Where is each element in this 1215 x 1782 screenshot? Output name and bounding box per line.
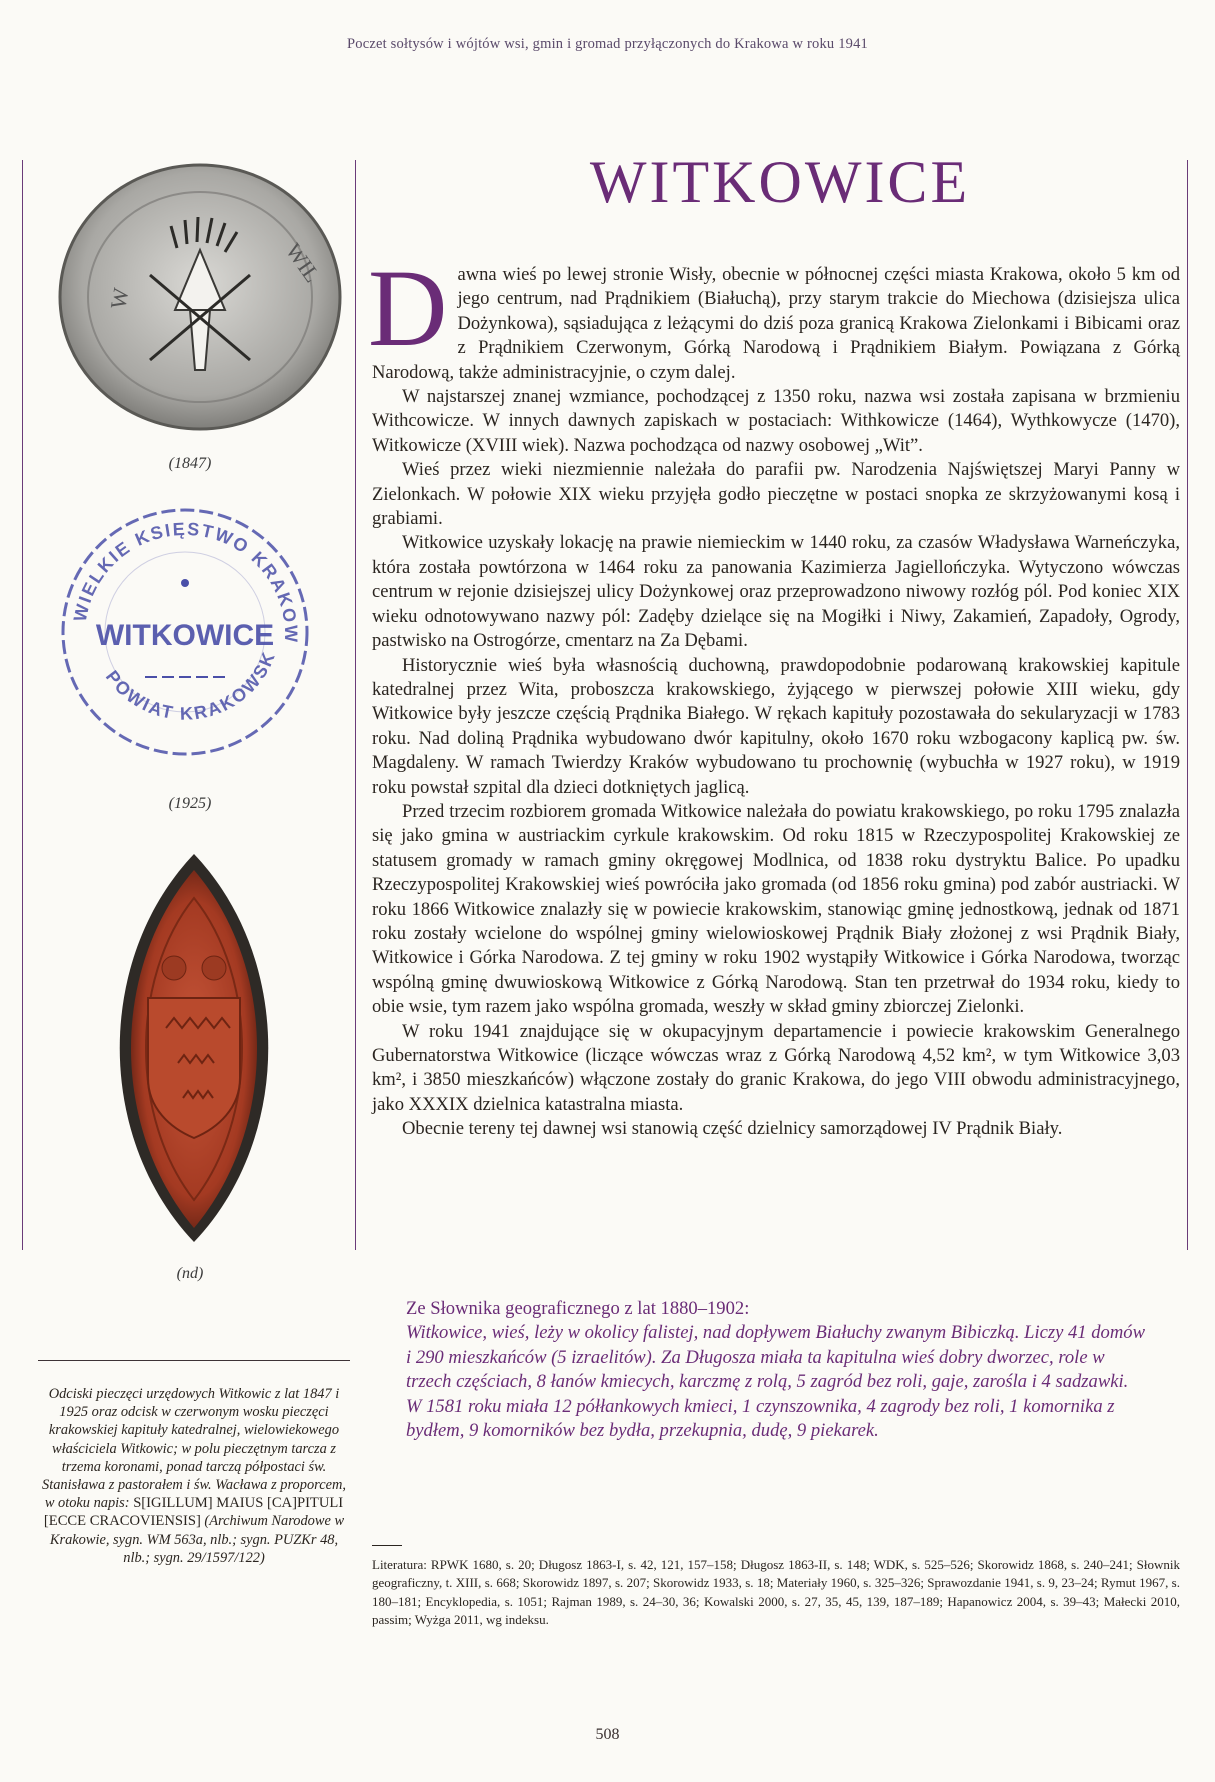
paragraph: W roku 1941 znajdujące się w okupacyjnym departamencie i powiecie krakowskim Generalnego Gubernatorstwa Witkowice (liczące wówczas wraz z Górką Narodową 4,52 km², w tym Witkowice 3,03 km², i 3850 mieszkańców) włączone zostały do granic Krakowa, do jego VIII obwodu administracyjnego, jako XXXIX dzielnica katastralna miasta. xyxy=(372,1020,1180,1115)
paragraph: W najstarszej znanej wzmiance, pochodzącej z 1350 roku, nazwa wsi została zapisana w brzmieniu Withcowicze. W innych dawnych zapiskach w postaciach: Withkowicze (1464), Wythkowycze (1470), Witkowicze (XVIII wiek). Nazwa pochodząca od nazwy osobowej „Wit”. xyxy=(372,386,1180,456)
seal-wax-image xyxy=(88,848,300,1248)
page-title: WITKOWICE xyxy=(589,149,971,215)
literature-rule xyxy=(372,1545,402,1546)
page-number: 508 xyxy=(595,1726,620,1743)
caption-divider xyxy=(38,1360,350,1361)
paragraph: Dawna wieś po lewej stronie Wisły, obecnie w północnej części miasta Krakowa, około 5 km od jego centrum, nad Prądnikiem (Białuchą), przy starym trakcie do Miechowa (dzisiejsza ulica Dożynkowa), sąsiadująca z leżącymi do dziś poza granicą Krakowa Zielonkami i Bibicami oraz z Prądnikiem Czerwonym, Górką Narodową i Prądnikiem Białym. Powiązana z Górką Narodową, także administracyjnie, o czym dalej. xyxy=(368,247,1180,383)
right-margin-rule xyxy=(1187,160,1188,1250)
stamp-center-text: WITKOWICE xyxy=(95,619,275,652)
literature-references: Literatura: RPWK 1680, s. 20; Długosz 1863-I, s. 42, 121, 157–158; Długosz 1863-II, s. 148; WDK, s. 525–526; Skorowidz 1868, s. 240–241; Słownik geograficzny, t. XIII, s. 668; Skorowidz 1897, s. 207; Skorowidz 1933, s. 18; Materiały 1960, s. 325–326; Sprawozdanie 1941, s. 9, 23–24; Rymut 1967, s. 180–181; Encyklopedia, s. 1051; Rajman 1989, s. 24–30, 36; Kowalski 2000, s. 27, 35, 45, 139, 187–189; Hapanowicz 2004, s. 39–43; Małecki 2010, passim; Wyżga 2011, wg indeksu. xyxy=(372,1557,1180,1628)
seals-caption xyxy=(36,1385,352,1567)
seal-1925-caption: (1925) xyxy=(168,795,212,812)
seal-1925-image xyxy=(55,495,315,770)
svg-text:WIL: WIL xyxy=(280,238,326,287)
seals-caption-inscription: S[IGILLUM] MAIUS [CA]PITULI [ECCE CRACOVIENSIS] xyxy=(43,1495,344,1530)
seal-1847-caption: (1847) xyxy=(168,455,212,472)
seal-1847-image xyxy=(55,160,345,435)
stamp-top-text: WIELKIE KSIĘSTWO KRAKOW xyxy=(69,518,302,645)
dictionary-quote xyxy=(406,1297,1146,1443)
quote-intro: Ze Słownika geograficznego z lat 1880–1902: xyxy=(406,1298,750,1319)
drop-cap: D xyxy=(368,247,448,369)
seals-caption-text: Odciski pieczęci urzędowych Witkowic z lat 1847 i 1925 oraz odcisk w czerwonym wosku pieczęci krakowskiej kapituły katedralnej, wielowiekowego właściciela Witkowic; w polu pieczętnym tarcza z trzema koronami, ponad tarczą półpostaci św. Stanisława z pastorałem i św. Wacława z proporcem, w otoku napis: xyxy=(42,1386,346,1512)
paragraph: Wieś przez wieki niezmiennie należała do parafii pw. Narodzenia Najświętszej Maryi Panny w Zielonkach. W połowie XIX wieku przyjęła godło pieczętne w postaci snopka ze skrzyżowanymi kosą i grabiami. xyxy=(372,459,1180,530)
column-divider-rule xyxy=(355,160,356,1250)
running-header: Poczet sołtysów i wójtów wsi, gmin i gromad przyłączonych do Krakowa w roku 1941 xyxy=(347,36,868,52)
paragraph: Witkowice uzyskały lokację na prawie niemieckim w 1440 roku, za czasów Władysława Warneńczyka, która została powtórzona w 1464 roku za panowania Kazimierza Jagiellończyka. Wytyczono wówczas centrum w rejonie dzisiejszej ulicy Dożynkowej oraz przeprowadzono niwowy rozłóg pól. Pod koniec XIX wieku odnotowywano nazwy pól: Zadęby dzielące się na Mogiłki i Niwy, Zakamień, Zapadoły, Ogrody, pastwisko na Ostrogórze, cmentarz na Za Dębami. xyxy=(372,532,1180,652)
left-margin-rule xyxy=(22,160,23,1250)
main-article xyxy=(368,247,1180,1142)
paragraph: Historycznie wieś była własnością duchowną, prawdopodobnie podarowaną krakowskiej kapitule katedralnej przez Wita, proboszcza krakowskiego, żyjącego w pierwszej połowie XIII wieku, gdy Witkowice były jeszcze częścią Prądnika Białego. W rękach kapituły pozostawała do sekularyzacji w 1783 roku. Nad doliną Prądnika wybudowano dwór kapitulny, około 1670 roku wzbogacony kaplicą pw. św. Magdaleny. W ramach Twierdzy Kraków wybudowano tu prochownię (wybuchła w 1927 roku), w 1919 roku powstał szpital dla dzieci dotkniętych jaglicą. xyxy=(372,654,1180,798)
quote-body: Witkowice, wieś, leży w okolicy falistej, nad dopływem Białuchy zwanym Bibiczką. Liczy 41 domów i 290 mieszkańców (5 izraelitów). Za Długosza miała ta kapitulna wieś dobry dworzec, role w trzech częściach, 8 łanów kmiecych, karczmę z rolą, 5 zagród bez roli, gaje, zarośla i 4 sadzawki. W 1581 roku miała 12 półłankowych kmieci, 1 czynszownika, 4 zagrody bez roli, 1 komornika z bydłem, 9 komorników bez bydła, przekupnia, dudę, 9 piekarek. xyxy=(406,1322,1145,1442)
stamp-bottom-text: POWIAT KRAKOWSK xyxy=(101,647,280,724)
seal-wax-caption: (nd) xyxy=(176,1265,204,1282)
paragraph: Przed trzecim rozbiorem gromada Witkowice należała do powiatu krakowskiego, po roku 1795 znalazła się jako gmina w austriackim cyrkule krakowskim. Od roku 1815 w Rzeczypospolitej Krakowskiej ze statusem gromady w ramach gminy okręgowej Modlnica, od 1838 roku dystryktu Balice. Po upadku Rzeczypospolitej Krakowskiej wieś powróciła jako gromada (od 1856 roku gmina) pod zabór austriacki. W roku 1866 Witkowice znalazły się w powiecie krakowskim, stanowiąc gminę jednostkową, jednak od 1871 roku zostały wcielone do wspólnej gminy wielowioskowej Prądnik Biały złożonej z wsi Prądnik Biały, Witkowice i Górka Narodowa. Z tej gminy w roku 1902 wystąpiły Witkowice i Górka Narodowa, tworząc wspólną gminę dwuwioskową Witkowice z Górką Narodową. Stan ten przetrwał do 1934 roku, kiedy to obie wsie, tym razem jako wspólna gromada, weszły w skład gminy zbiorczej Zielonki. xyxy=(372,800,1180,1018)
seals-caption-source: (Archiwum Narodowe w Krakowie, sygn. WM 563a, nlb.; sygn. PUZKr 48, nlb.; sygn. 29/1597/122) xyxy=(49,1513,345,1566)
paragraph: Obecnie tereny tej dawnej wsi stanowią część dzielnicy samorządowej IV Prądnik Biały. xyxy=(402,1118,1063,1140)
svg-text:W: W xyxy=(105,286,134,311)
